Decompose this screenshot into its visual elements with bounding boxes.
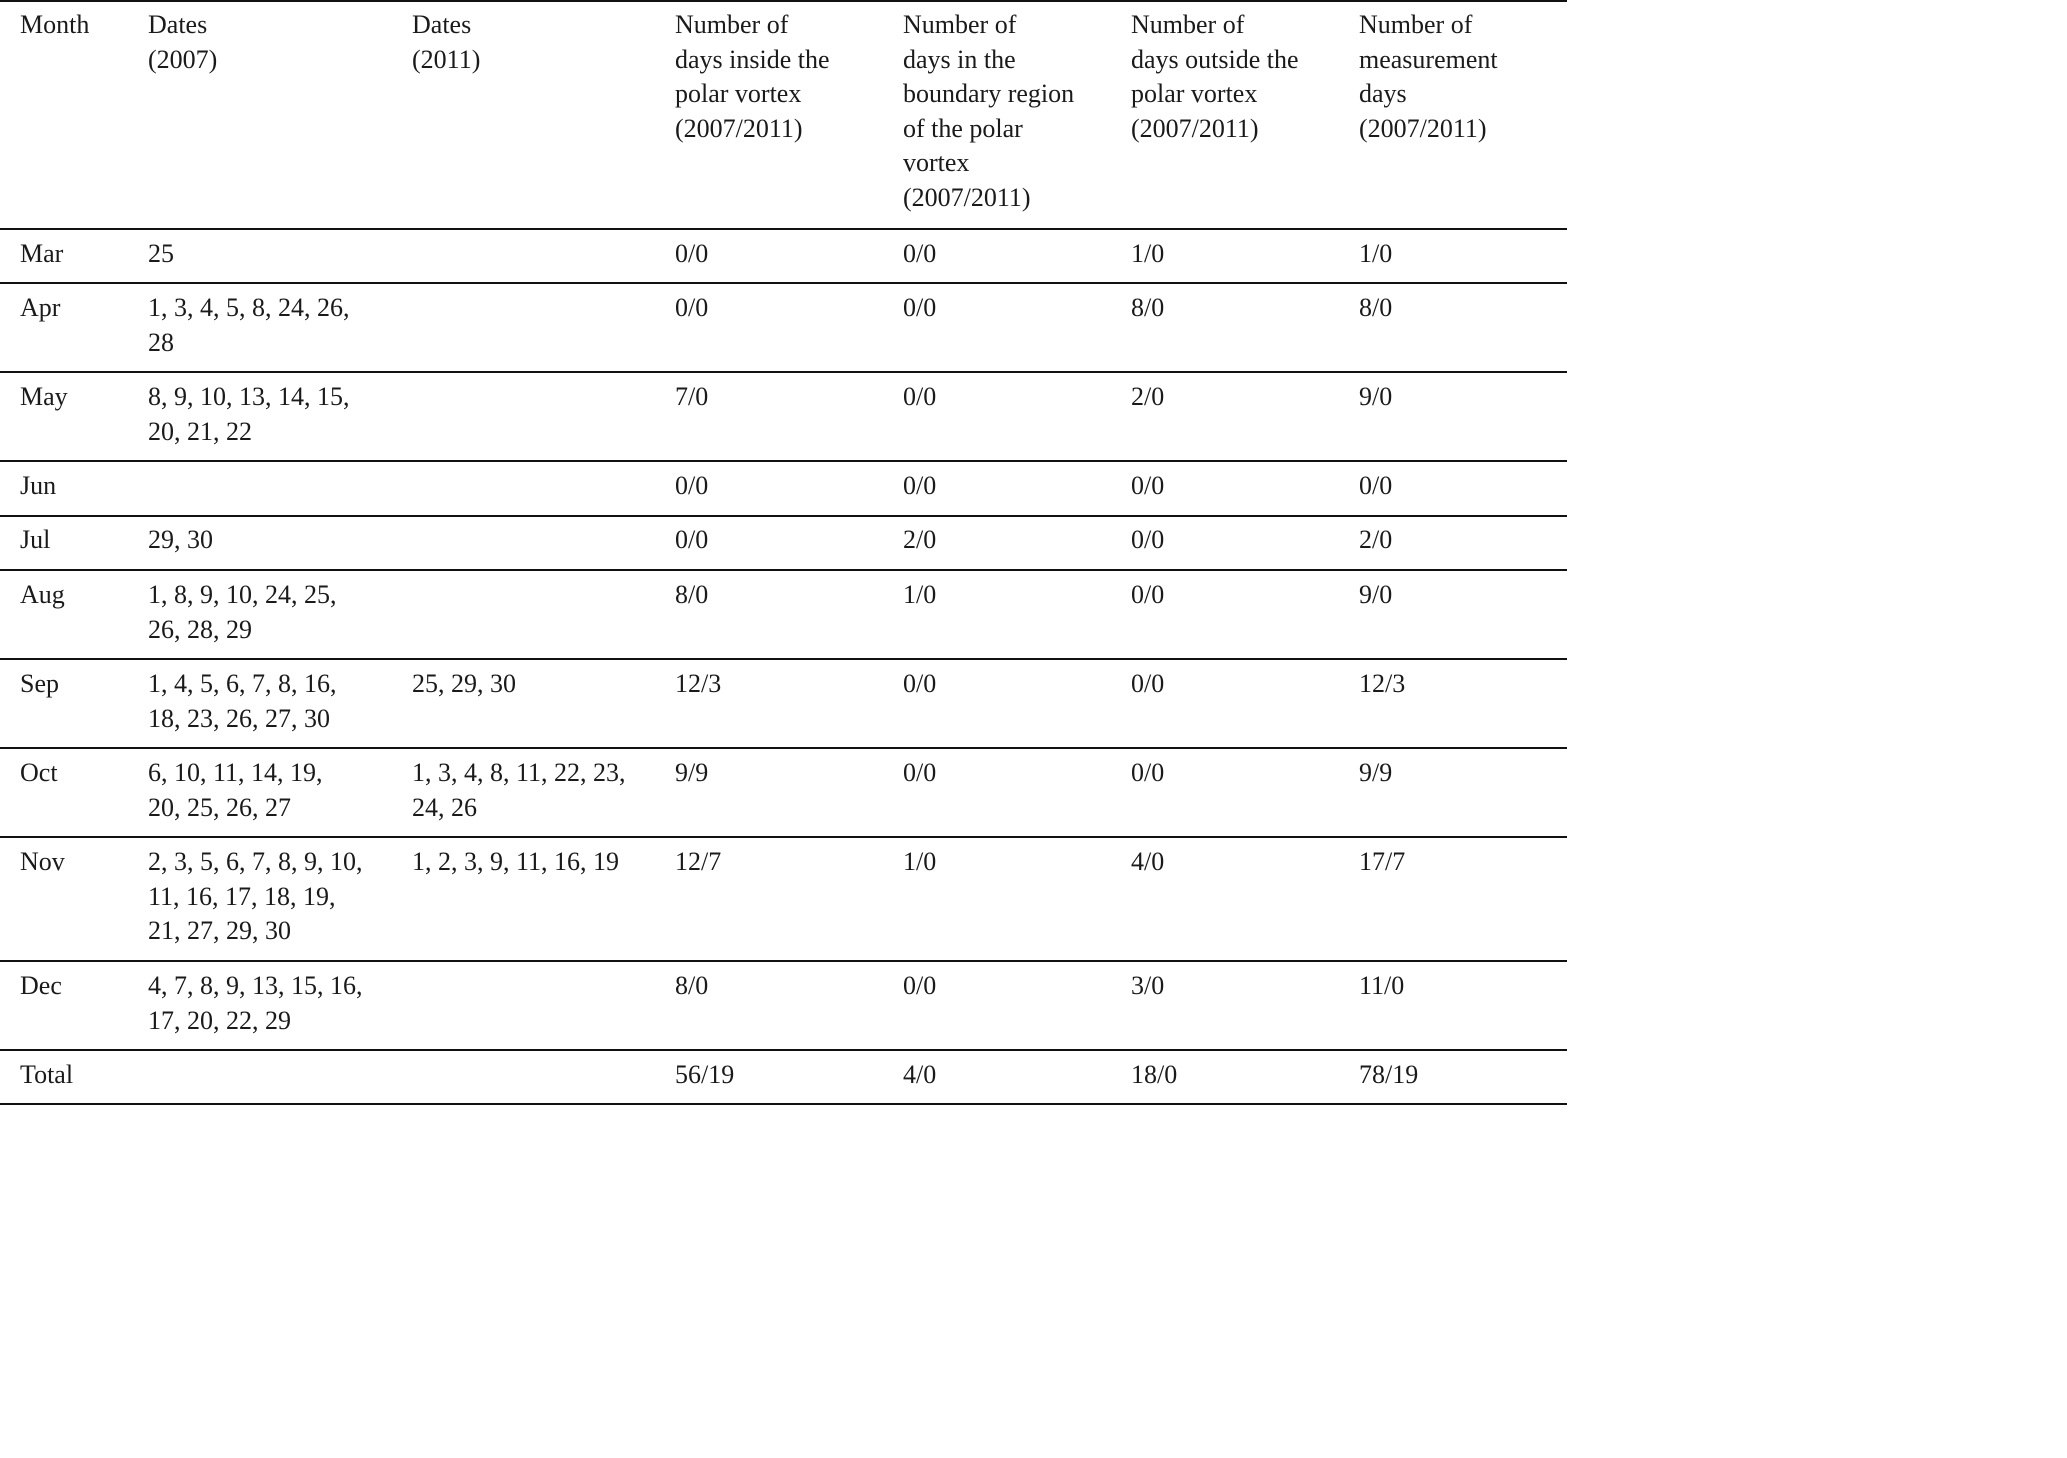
- row-nov-boundary: 1/0: [903, 847, 937, 876]
- row-oct-outside: 0/0: [1131, 758, 1165, 787]
- row-dec-measurement: 11/0: [1359, 971, 1405, 1000]
- row-rule: [0, 569, 1567, 571]
- row-apr-boundary: 0/0: [903, 293, 937, 322]
- row-rule: [0, 836, 1567, 838]
- header-days-outside: Number of days outside the polar vortex (2007/2011): [1131, 10, 1299, 143]
- row-oct-inside: 9/9: [675, 758, 709, 787]
- row-may-inside: 7/0: [675, 382, 709, 411]
- row-nov-month: Nov: [20, 847, 65, 876]
- header-month: Month: [20, 10, 90, 39]
- row-may-measurement: 9/0: [1359, 382, 1393, 411]
- row-sep-boundary: 0/0: [903, 669, 937, 698]
- row-rule: [0, 960, 1567, 962]
- row-aug-inside: 8/0: [675, 580, 709, 609]
- row-nov-measurement: 17/7: [1359, 847, 1406, 876]
- row-sep-dates-2007: 1, 4, 5, 6, 7, 8, 16, 18, 23, 26, 27, 30: [148, 669, 337, 733]
- row-oct-boundary: 0/0: [903, 758, 937, 787]
- row-mar-measurement: 1/0: [1359, 239, 1393, 268]
- top-rule: [0, 0, 1567, 2]
- header-rule: [0, 228, 1567, 230]
- row-jul-outside: 0/0: [1131, 525, 1165, 554]
- header-measurement-days: Number of measurement days (2007/2011): [1359, 10, 1498, 143]
- row-rule: [0, 515, 1567, 517]
- row-aug-boundary: 1/0: [903, 580, 937, 609]
- row-jul-measurement: 2/0: [1359, 525, 1393, 554]
- row-aug-month: Aug: [20, 580, 65, 609]
- row-sep-measurement: 12/3: [1359, 669, 1406, 698]
- header-dates-2007: Dates (2007): [148, 10, 218, 74]
- row-may-boundary: 0/0: [903, 382, 937, 411]
- row-dec-boundary: 0/0: [903, 971, 937, 1000]
- row-jul-dates-2007: 29, 30: [148, 525, 213, 554]
- row-rule: [0, 1049, 1567, 1051]
- row-total-boundary: 4/0: [903, 1060, 937, 1089]
- row-oct-month: Oct: [20, 758, 58, 787]
- row-sep-outside: 0/0: [1131, 669, 1165, 698]
- row-jul-boundary: 2/0: [903, 525, 937, 554]
- row-sep-inside: 12/3: [675, 669, 722, 698]
- row-dec-inside: 8/0: [675, 971, 709, 1000]
- row-sep-dates-2011: 25, 29, 30: [412, 669, 516, 698]
- row-apr-dates-2007: 1, 3, 4, 5, 8, 24, 26, 28: [148, 293, 350, 357]
- row-may-outside: 2/0: [1131, 382, 1165, 411]
- row-total-inside: 56/19: [675, 1060, 735, 1089]
- row-dec-dates-2007: 4, 7, 8, 9, 13, 15, 16, 17, 20, 22, 29: [148, 971, 363, 1035]
- row-mar-outside: 1/0: [1131, 239, 1165, 268]
- row-apr-outside: 8/0: [1131, 293, 1165, 322]
- row-apr-measurement: 8/0: [1359, 293, 1393, 322]
- row-mar-month: Mar: [20, 239, 64, 268]
- row-apr-month: Apr: [20, 293, 61, 322]
- header-days-boundary: Number of days in the boundary region of the polar vortex (2007/2011): [903, 10, 1075, 212]
- row-aug-measurement: 9/0: [1359, 580, 1393, 609]
- row-jun-boundary: 0/0: [903, 471, 937, 500]
- row-jun-month: Jun: [20, 471, 57, 500]
- row-total-measurement: 78/19: [1359, 1060, 1419, 1089]
- row-nov-dates-2011: 1, 2, 3, 9, 11, 16, 19: [412, 847, 620, 876]
- row-apr-inside: 0/0: [675, 293, 709, 322]
- row-rule: [0, 282, 1567, 284]
- row-may-month: May: [20, 382, 68, 411]
- row-rule: [0, 747, 1567, 749]
- row-dec-month: Dec: [20, 971, 62, 1000]
- row-jun-outside: 0/0: [1131, 471, 1165, 500]
- row-nov-dates-2007: 2, 3, 5, 6, 7, 8, 9, 10, 11, 16, 17, 18, 19, 21, 27, 29, 30: [148, 847, 363, 945]
- row-nov-outside: 4/0: [1131, 847, 1165, 876]
- row-mar-boundary: 0/0: [903, 239, 937, 268]
- row-oct-dates-2011: 1, 3, 4, 8, 11, 22, 23, 24, 26: [412, 758, 626, 822]
- row-rule: [0, 658, 1567, 660]
- bottom-rule: [0, 1103, 1567, 1105]
- row-total-month: Total: [20, 1060, 74, 1089]
- header-dates-2011: Dates (2011): [412, 10, 481, 74]
- row-may-dates-2007: 8, 9, 10, 13, 14, 15, 20, 21, 22: [148, 382, 350, 446]
- row-aug-dates-2007: 1, 8, 9, 10, 24, 25, 26, 28, 29: [148, 580, 337, 644]
- row-mar-inside: 0/0: [675, 239, 709, 268]
- row-total-outside: 18/0: [1131, 1060, 1178, 1089]
- header-days-inside: Number of days inside the polar vortex (2007/2011): [675, 10, 830, 143]
- row-oct-measurement: 9/9: [1359, 758, 1393, 787]
- row-jul-month: Jul: [20, 525, 51, 554]
- row-jul-inside: 0/0: [675, 525, 709, 554]
- row-rule: [0, 371, 1567, 373]
- row-sep-month: Sep: [20, 669, 59, 698]
- row-dec-outside: 3/0: [1131, 971, 1165, 1000]
- row-jun-inside: 0/0: [675, 471, 709, 500]
- row-jun-measurement: 0/0: [1359, 471, 1393, 500]
- row-nov-inside: 12/7: [675, 847, 722, 876]
- row-oct-dates-2007: 6, 10, 11, 14, 19, 20, 25, 26, 27: [148, 758, 323, 822]
- row-rule: [0, 460, 1567, 462]
- row-aug-outside: 0/0: [1131, 580, 1165, 609]
- row-mar-dates-2007: 25: [148, 239, 174, 268]
